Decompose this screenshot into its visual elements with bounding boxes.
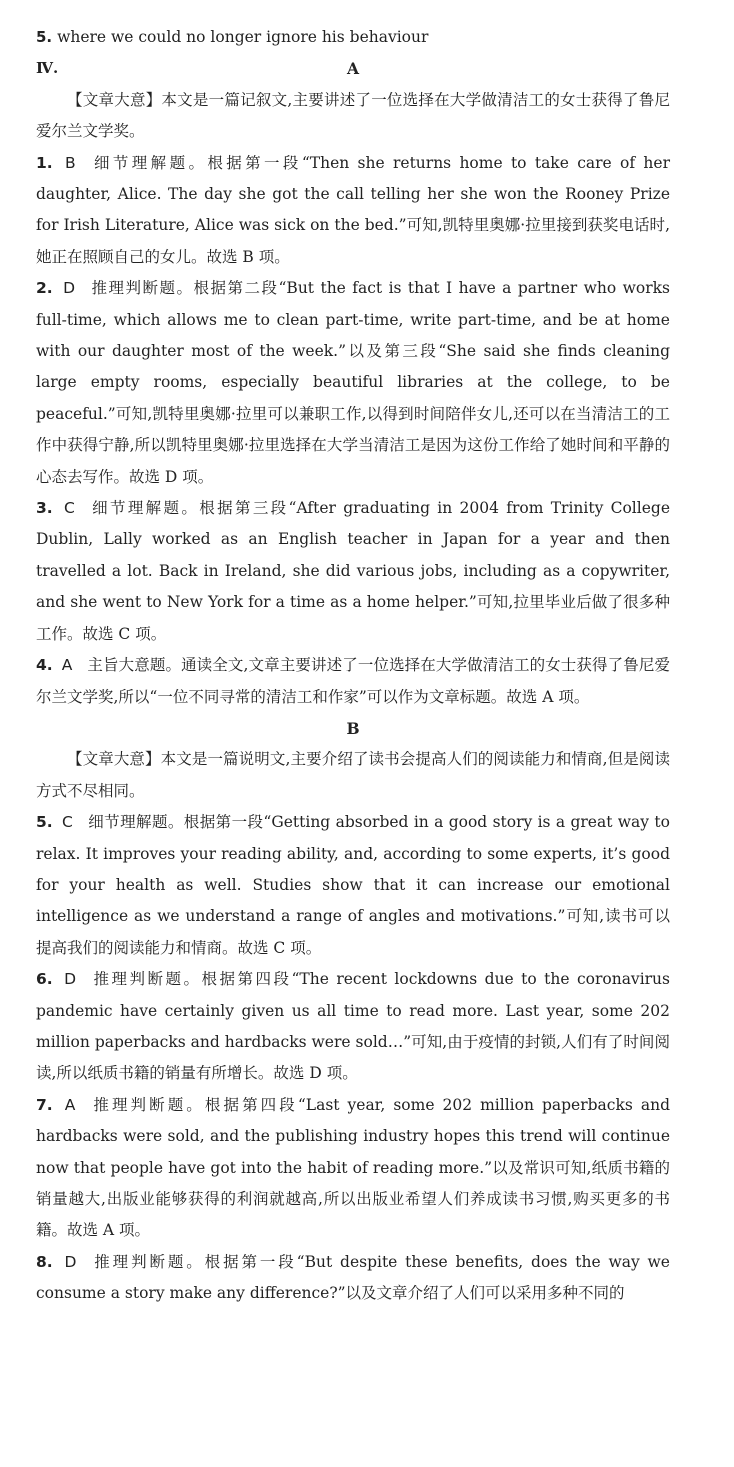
section-b-summary: 【文章大意】本文是一篇说明文,主要介绍了读书会提高人们的阅读能力和情商,但是阅读方式不尽相同。	[36, 750, 670, 800]
section-header-row	[36, 53, 670, 84]
question-number: 4.	[36, 656, 53, 675]
question-item	[36, 273, 670, 493]
section-roman-numeral: Ⅳ.	[36, 59, 59, 78]
question-explanation: 推理判断题。根据第四段“The recent lockdowns due to the coronavirus pandemic have certainly given us all time to read more. Last year, some 202 million paperbacks and hardbacks were sold…”可知,由于疫情的封锁,人们有了时间阅读,所以纸质书籍的销量有所增长。故选 D 项。	[36, 970, 670, 1083]
question-answer: C	[63, 499, 75, 518]
question-answer: D	[64, 970, 77, 989]
question-number: 5.	[36, 813, 53, 832]
question-explanation: 推理判断题。根据第四段“Last year, some 202 million paperbacks and hardbacks were sold, and the publishing industry hopes this trend will continue now that people have got into the habit of reading more.”以及常识可知,纸质书籍的销量越大,出版业能够获得的利润就越高,所以出版业希望人们养成读书习惯,购买更多的书籍。故选 A 项。	[36, 1095, 670, 1240]
question-item	[36, 148, 670, 274]
question-number: 8.	[36, 1252, 53, 1271]
question-number: 1.	[36, 153, 53, 172]
section-a-summary: 【文章大意】本文是一篇记叙文,主要讲述了一位选择在大学做清洁工的女士获得了鲁尼爱尔兰文学奖。	[36, 90, 670, 141]
question-explanation: 推理判断题。根据第二段“But the fact is that I have a partner who works full-time, which allows me to clean part-time, write part-time, and be at home with our daughter most of the week.”以及第三段“She said she finds cleaning large empty rooms, especially beautiful libraries at the college, to be peaceful.”可知,凯特里奥娜·拉里可以兼职工作,以得到时间陪伴女儿,还可以在当清洁工的工作中获得宁静,所以凯特里奥娜·拉里选择在大学当清洁工是因为这份工作给了她时间和平静的心态去写作。故选 D 项。	[36, 279, 670, 486]
question-number: 7.	[36, 1095, 53, 1114]
question-item	[36, 1090, 670, 1247]
section-b-title: B	[346, 718, 360, 738]
item-text: where we could no longer ignore his behaviour	[57, 28, 429, 46]
question-answer: D	[63, 279, 76, 298]
section-a-title: A	[346, 59, 360, 79]
item-number: 5.	[36, 28, 53, 46]
question-item	[36, 1247, 670, 1310]
question-number: 6.	[36, 970, 53, 989]
question-item	[36, 493, 670, 650]
question-explanation: 细节理解题。根据第一段“Then she returns home to take care of her daughter, Alice. The day she got the call telling her she won the Rooney Prize for Irish Literature, Alice was sick on the bed.”可知,凯特里奥娜·拉里接到获奖电话时,她正在照顾自己的女儿。故选 B 项。	[36, 153, 670, 266]
question-answer: A	[64, 1095, 76, 1114]
top-line	[36, 22, 670, 53]
question-answer: A	[61, 656, 73, 675]
question-answer: B	[65, 153, 76, 172]
question-number: 2.	[36, 279, 53, 298]
question-explanation: 细节理解题。根据第三段“After graduating in 2004 from Trinity College Dublin, Lally worked as an English teacher in Japan for a year and then travelled a lot. Back in Ireland, she did various jobs, including as a copywriter, and she went to New York for a time as a home helper.”可知,拉里毕业后做了很多种工作。故选 C 项。	[36, 499, 670, 643]
question-explanation: 推理判断题。根据第一段“But despite these benefits, does the way we consume a story make any difference?”以及文章介绍了人们可以采用多种不同的	[36, 1252, 670, 1303]
question-answer: D	[64, 1252, 77, 1271]
question-item	[36, 964, 670, 1090]
question-item	[36, 807, 670, 964]
question-item	[36, 650, 670, 713]
question-explanation: 细节理解题。根据第一段“Getting absorbed in a good story is a great way to relax. It improves your reading ability, and, according to some experts, it’s good for your health as well. Studies show that it can increase our emotional intelligence as we understand a range of angles and motivations.”可知,读书可以提高我们的阅读能力和情商。故选 C 项。	[36, 813, 670, 957]
question-answer: C	[62, 813, 73, 832]
question-number: 3.	[36, 499, 53, 518]
answer-page	[36, 22, 670, 1310]
section-a-questions	[36, 148, 670, 713]
question-explanation: 主旨大意题。通读全文,文章主要讲述了一位选择在大学做清洁工的女士获得了鲁尼爱尔兰文学奖,所以“一位不同寻常的清洁工和作家”可以作为文章标题。故选 A 项。	[36, 656, 670, 706]
section-b-questions	[36, 807, 670, 1310]
